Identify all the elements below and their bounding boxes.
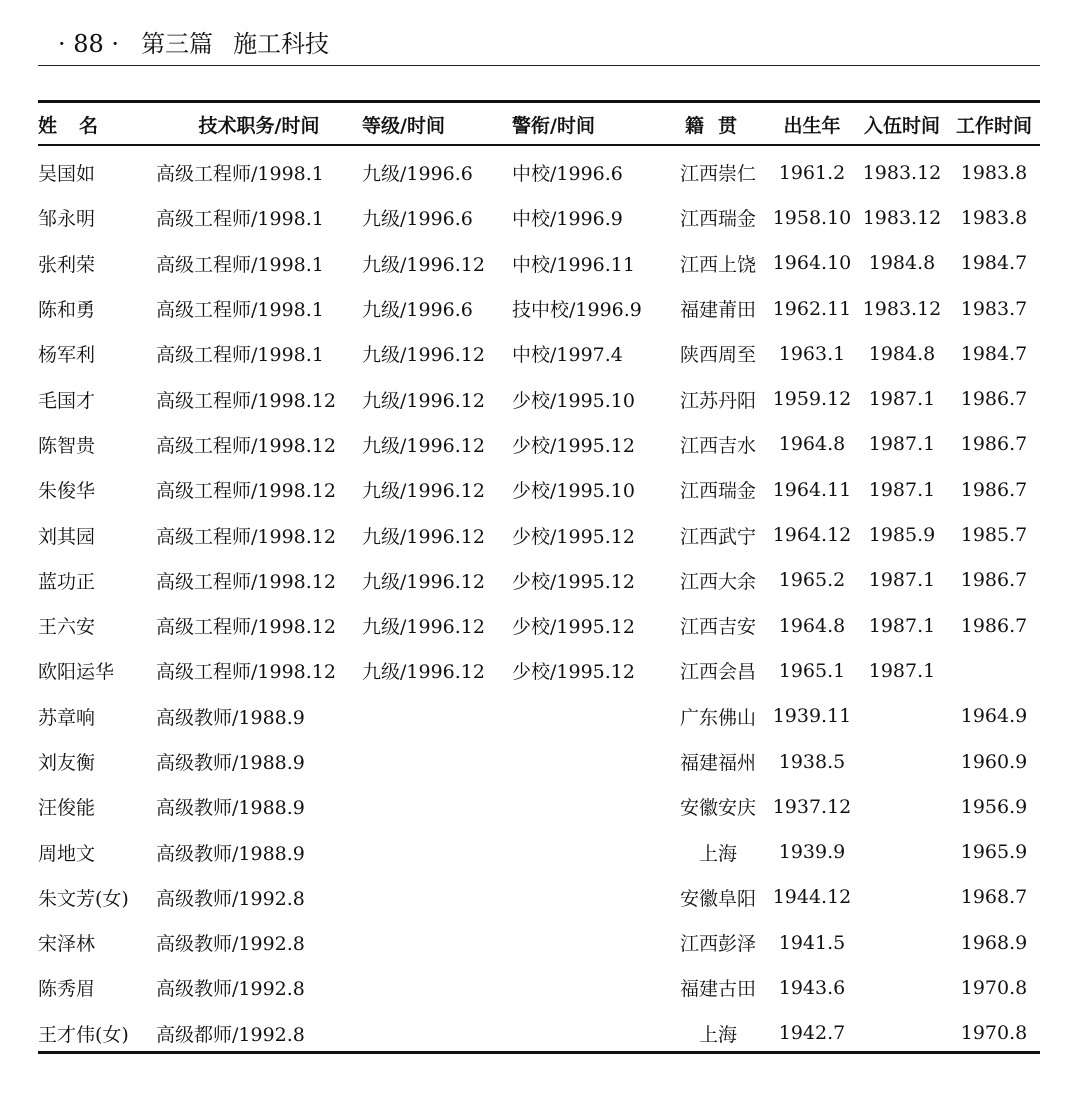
cell-native-place: 江西瑞金 <box>679 480 756 503</box>
cell-name: 欧阳运华 <box>38 661 115 684</box>
cell-police-rank: 少校/1995.10 <box>512 389 635 412</box>
cell-police-rank: 中校/1997.4 <box>512 344 623 367</box>
cell-tech-title: 高级工程师/1998.12 <box>156 570 336 593</box>
table-row <box>38 144 1040 195</box>
cell-native-place: 江西上饶 <box>679 253 756 276</box>
cell-birth: 1963.1 <box>778 342 846 365</box>
column-header-native-place: 籍贯 <box>684 114 751 137</box>
cell-native-place: 上海 <box>698 842 737 865</box>
cell-police-rank: 技中校/1996.9 <box>512 299 642 322</box>
cell-work-start: 1965.9 <box>960 841 1028 864</box>
cell-work-start: 1985.7 <box>960 524 1028 547</box>
cell-grade: 九级/1996.12 <box>362 389 485 412</box>
cell-native-place: 福建莆田 <box>679 299 756 322</box>
cell-enlist: 1983.12 <box>862 297 942 320</box>
cell-native-place: 江西彭泽 <box>679 933 756 956</box>
cell-birth: 1964.11 <box>772 478 852 501</box>
cell-work-start: 1983.8 <box>960 206 1028 229</box>
cell-work-start: 1964.9 <box>960 705 1028 728</box>
cell-tech-title: 高级工程师/1998.12 <box>156 480 336 503</box>
cell-police-rank: 少校/1995.12 <box>512 616 635 639</box>
section-title: 施工科技 <box>233 30 330 58</box>
cell-native-place: 安徽阜阳 <box>679 887 756 910</box>
cell-birth: 1964.10 <box>772 252 852 275</box>
table-row <box>38 422 1040 467</box>
table-row <box>38 920 1040 965</box>
cell-enlist <box>856 694 948 739</box>
cell-tech-title: 高级工程师/1998.1 <box>156 344 324 367</box>
cell-tech-title: 高级教师/1992.8 <box>156 978 305 1001</box>
cell-police-rank: 少校/1995.12 <box>512 661 635 684</box>
cell-enlist: 1983.12 <box>862 206 942 229</box>
cell-grade: 九级/1996.6 <box>362 208 473 231</box>
cell-police-rank <box>512 875 668 920</box>
cell-grade <box>362 875 512 920</box>
cell-native-place: 江西会昌 <box>679 661 756 684</box>
cell-name: 朱俊华 <box>38 480 96 503</box>
cell-native-place: 江西吉安 <box>679 616 756 639</box>
cell-native-place: 陕西周至 <box>679 344 756 367</box>
cell-police-rank <box>512 965 668 1010</box>
cell-name: 汪俊能 <box>38 797 96 820</box>
cell-name: 陈秀眉 <box>38 978 96 1001</box>
column-header-birth: 出生年 <box>783 114 841 137</box>
table-row <box>38 195 1040 240</box>
cell-birth: 1964.12 <box>772 524 852 547</box>
cell-grade: 九级/1996.12 <box>362 570 485 593</box>
personnel-table <box>38 104 1040 1056</box>
cell-grade: 九级/1996.6 <box>362 163 473 186</box>
column-header-police-rank: 警衔/时间 <box>512 114 595 137</box>
cell-native-place: 江西瑞金 <box>679 208 756 231</box>
column-header-name: 姓名 <box>38 114 121 137</box>
cell-work-start: 1960.9 <box>960 750 1028 773</box>
cell-police-rank: 中校/1996.11 <box>512 253 635 276</box>
cell-birth: 1943.6 <box>778 976 846 999</box>
cell-tech-title: 高级工程师/1998.12 <box>156 616 336 639</box>
table-row <box>38 875 1040 920</box>
cell-work-start: 1986.7 <box>960 614 1028 637</box>
column-header-work-start: 工作时间 <box>955 114 1032 137</box>
cell-birth: 1964.8 <box>778 433 846 456</box>
cell-police-rank <box>512 694 668 739</box>
column-header-enlist: 入伍时间 <box>863 114 940 137</box>
cell-tech-title: 高级教师/1992.8 <box>156 933 305 956</box>
table-row <box>38 331 1040 376</box>
cell-enlist: 1987.1 <box>868 659 936 682</box>
cell-tech-title: 高级工程师/1998.1 <box>156 208 324 231</box>
cell-name: 蓝功正 <box>38 570 96 593</box>
cell-native-place: 江西崇仁 <box>679 163 756 186</box>
cell-name: 王六安 <box>38 616 96 639</box>
cell-tech-title: 高级教师/1988.9 <box>156 842 305 865</box>
cell-police-rank: 少校/1995.12 <box>512 570 635 593</box>
cell-work-start: 1984.7 <box>960 252 1028 275</box>
cell-tech-title: 高级教师/1988.9 <box>156 706 305 729</box>
table-row <box>38 558 1040 603</box>
cell-native-place: 江西吉水 <box>679 434 756 457</box>
cell-name: 毛国才 <box>38 389 96 412</box>
cell-enlist <box>856 875 948 920</box>
table-row <box>38 829 1040 874</box>
cell-police-rank: 少校/1995.10 <box>512 480 635 503</box>
cell-enlist <box>856 920 948 965</box>
cell-name: 刘其园 <box>38 525 96 548</box>
cell-grade <box>362 1011 512 1056</box>
cell-work-start: 1986.7 <box>960 569 1028 592</box>
cell-birth: 1941.5 <box>778 931 846 954</box>
cell-grade <box>362 784 512 829</box>
cell-tech-title: 高级教师/1992.8 <box>156 887 305 910</box>
part-title: 第三篇 <box>141 30 214 58</box>
cell-native-place: 江西大余 <box>679 570 756 593</box>
cell-grade <box>362 739 512 784</box>
cell-police-rank <box>512 1011 668 1056</box>
table-row <box>38 965 1040 1010</box>
cell-native-place: 江苏丹阳 <box>679 389 756 412</box>
cell-tech-title: 高级都师/1992.8 <box>156 1023 305 1046</box>
cell-native-place: 广东佛山 <box>679 706 756 729</box>
cell-tech-title: 高级工程师/1998.12 <box>156 661 336 684</box>
cell-native-place: 福建福州 <box>679 752 756 774</box>
cell-work-start: 1970.8 <box>960 976 1028 999</box>
cell-birth: 1939.11 <box>772 705 852 728</box>
page-header <box>38 22 1040 66</box>
cell-name: 苏章响 <box>38 706 96 729</box>
table-row <box>38 1011 1040 1056</box>
table-row <box>38 376 1040 421</box>
cell-birth: 1962.11 <box>772 297 852 320</box>
cell-enlist: 1984.8 <box>868 252 936 275</box>
table-row <box>38 241 1040 286</box>
cell-police-rank: 少校/1995.12 <box>512 525 635 548</box>
cell-birth: 1939.9 <box>778 841 846 864</box>
cell-name: 朱文芳(女) <box>38 887 129 910</box>
cell-name: 邹永明 <box>38 208 96 231</box>
cell-name: 杨军利 <box>38 344 96 367</box>
cell-tech-title: 高级教师/1988.9 <box>156 752 305 774</box>
cell-grade: 九级/1996.12 <box>362 480 485 503</box>
cell-name: 吴国如 <box>38 163 96 186</box>
cell-work-start: 1968.7 <box>960 886 1028 909</box>
page-number: · 88 · <box>58 30 120 58</box>
cell-police-rank: 中校/1996.6 <box>512 163 623 186</box>
cell-enlist: 1987.1 <box>868 614 936 637</box>
cell-enlist <box>856 1011 948 1056</box>
table-top-rule <box>38 100 1040 103</box>
cell-work-start: 1956.9 <box>960 795 1028 818</box>
cell-grade <box>362 965 512 1010</box>
cell-tech-title: 高级工程师/1998.12 <box>156 434 336 457</box>
cell-name: 陈智贵 <box>38 434 96 457</box>
cell-work-start: 1983.8 <box>960 161 1028 184</box>
cell-birth: 1942.7 <box>778 1022 846 1045</box>
table-row <box>38 286 1040 331</box>
cell-police-rank <box>512 920 668 965</box>
cell-enlist: 1987.1 <box>868 569 936 592</box>
cell-work-start: 1968.9 <box>960 931 1028 954</box>
cell-enlist <box>856 784 948 829</box>
table-row <box>38 512 1040 557</box>
cell-native-place: 福建古田 <box>679 978 756 1001</box>
cell-birth: 1961.2 <box>778 161 846 184</box>
cell-birth: 1964.8 <box>778 614 846 637</box>
cell-grade: 九级/1996.12 <box>362 434 485 457</box>
cell-name: 王才伟(女) <box>38 1023 129 1046</box>
cell-enlist: 1983.12 <box>862 161 942 184</box>
cell-grade: 九级/1996.12 <box>362 253 485 276</box>
cell-work-start: 1986.7 <box>960 478 1028 501</box>
cell-tech-title: 高级工程师/1998.1 <box>156 253 324 276</box>
table-row <box>38 648 1040 693</box>
cell-enlist: 1987.1 <box>868 478 936 501</box>
cell-enlist <box>856 739 948 784</box>
cell-name: 张利荣 <box>38 253 96 276</box>
cell-name: 周地文 <box>38 842 96 865</box>
cell-birth: 1958.10 <box>772 206 852 229</box>
cell-grade <box>362 920 512 965</box>
cell-police-rank <box>512 829 668 874</box>
cell-name: 陈和勇 <box>38 299 96 322</box>
column-header-tech-title: 技术职务/时间 <box>198 114 320 137</box>
cell-police-rank: 中校/1996.9 <box>512 208 623 231</box>
cell-police-rank <box>512 784 668 829</box>
cell-tech-title: 高级工程师/1998.1 <box>156 299 324 322</box>
cell-birth: 1938.5 <box>778 750 846 773</box>
cell-birth: 1937.12 <box>772 795 852 818</box>
cell-native-place: 上海 <box>698 1023 737 1046</box>
cell-police-rank: 少校/1995.12 <box>512 434 635 457</box>
cell-native-place: 安徽安庆 <box>679 797 756 820</box>
cell-enlist <box>856 965 948 1010</box>
cell-birth: 1959.12 <box>772 388 852 411</box>
table-row <box>38 694 1040 739</box>
cell-birth: 1965.2 <box>778 569 846 592</box>
cell-enlist <box>856 829 948 874</box>
cell-tech-title: 高级工程师/1998.12 <box>156 389 336 412</box>
cell-work-start: 1984.7 <box>960 342 1028 365</box>
cell-enlist: 1984.8 <box>868 342 936 365</box>
cell-grade: 九级/1996.12 <box>362 661 485 684</box>
table-row <box>38 784 1040 829</box>
cell-name: 宋泽林 <box>38 933 96 956</box>
cell-enlist: 1987.1 <box>868 433 936 456</box>
cell-birth: 1965.1 <box>778 659 846 682</box>
table-header <box>38 104 1040 144</box>
cell-grade: 九级/1996.12 <box>362 616 485 639</box>
cell-work-start: 1970.8 <box>960 1022 1028 1045</box>
cell-native-place: 江西武宁 <box>679 525 756 548</box>
cell-grade: 九级/1996.12 <box>362 525 485 548</box>
cell-enlist: 1987.1 <box>868 388 936 411</box>
cell-name: 刘友衡 <box>38 752 96 774</box>
cell-grade <box>362 829 512 874</box>
cell-enlist: 1985.9 <box>868 524 936 547</box>
cell-birth: 1944.12 <box>772 886 852 909</box>
cell-police-rank <box>512 739 668 784</box>
cell-tech-title: 高级教师/1988.9 <box>156 797 305 820</box>
cell-work-start: 1983.7 <box>960 297 1028 320</box>
table-row <box>38 603 1040 648</box>
cell-work-start: 1986.7 <box>960 433 1028 456</box>
table-body <box>38 144 1040 1056</box>
cell-grade: 九级/1996.6 <box>362 299 473 322</box>
column-header-grade: 等级/时间 <box>362 114 445 137</box>
cell-grade: 九级/1996.12 <box>362 344 485 367</box>
cell-work-start: 1986.7 <box>960 388 1028 411</box>
table-row <box>38 467 1040 512</box>
table-row <box>38 739 1040 784</box>
cell-tech-title: 高级工程师/1998.12 <box>156 525 336 548</box>
cell-work-start <box>948 648 1040 693</box>
cell-tech-title: 高级工程师/1998.1 <box>156 163 324 186</box>
cell-grade <box>362 694 512 739</box>
